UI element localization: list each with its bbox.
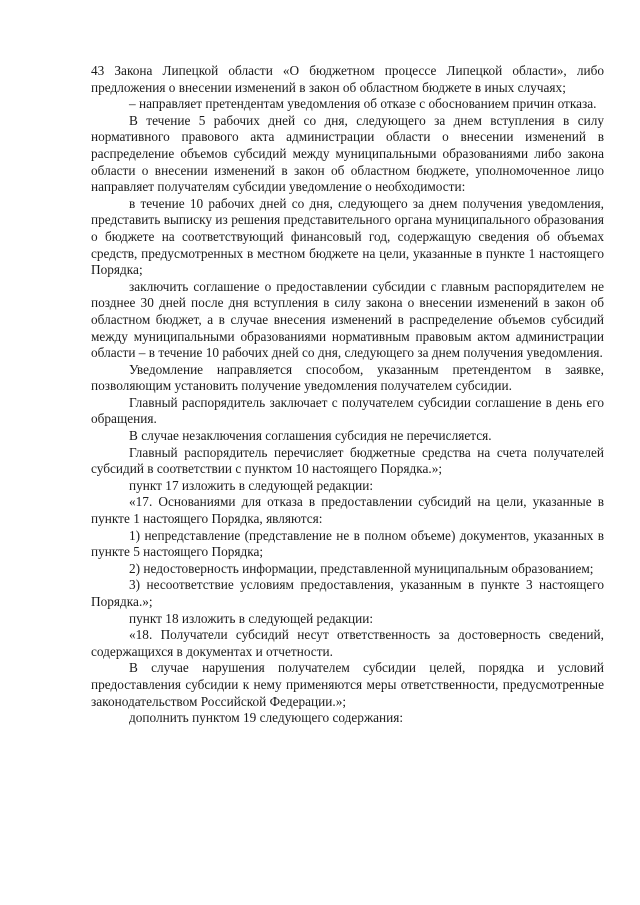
document-body: [91, 63, 604, 727]
paragraph: – направляет претендентам уведомления об отказе с обоснованием причин отказа.: [129, 96, 597, 112]
paragraph: В случае нарушения получателем субсидии целей, порядка и условий предоставления субсидии к нему применяются меры ответственности, предусмотренные законодательством Российской Федерации.»;: [91, 660, 604, 709]
paragraph: заключить соглашение о предоставлении субсидии с главным распорядителем не позднее 30 дней после дня вступления в силу закона о внесении изменений в закон об областном бюджет, а в случае внесения изменений в распределение объемов субсидий между муниципальными образованиями нормативным правовым актом администрации области – в течение 10 рабочих дней со дня, следующего за днем получения уведомления.: [91, 278, 604, 361]
paragraph: Главный распорядитель перечисляет бюджетные средства на счета получателей субсидий в соответствии с пунктом 10 настоящего Порядка.»;: [91, 444, 604, 477]
paragraph: 1) непредставление (представление не в полном объеме) документов, указанных в пункте 5 настоящего Порядка;: [91, 527, 604, 560]
paragraph: «17. Основаниями для отказа в предоставлении субсидий на цели, указанные в пункте 1 настоящего Порядка, являются:: [91, 494, 604, 527]
paragraph: пункт 18 изложить в следующей редакции:: [129, 610, 374, 626]
paragraph: пункт 17 изложить в следующей редакции:: [129, 477, 374, 493]
paragraph: В случае незаключения соглашения субсидия не перечисляется.: [129, 428, 492, 444]
paragraph: «18. Получатели субсидий несут ответственность за достоверность сведений, содержащихся в документах и отчетности.: [91, 627, 604, 659]
paragraph: 43 Закона Липецкой области «О бюджетном процессе Липецкой области», либо предложения о внесении изменений в закон об областном бюджете в иных случаях;: [91, 63, 604, 95]
paragraph: В течение 5 рабочих дней со дня, следующего за днем вступления в силу нормативного правового акта администрации области о внесении изменений в распределение объемов субсидий между муниципальными образованиями либо закона области о внесении изменений в закон об областном бюджете, уполномоченное лицо направляет получателям субсидии уведомление о необходимости:: [91, 112, 604, 195]
paragraph: Главный распорядитель заключает с получателем субсидии соглашение в день его обращения.: [91, 394, 604, 427]
paragraph: 3) несоответствие условиям предоставления, указанным в пункте 3 настоящего Порядка.»;: [91, 577, 604, 609]
paragraph: дополнить пунктом 19 следующего содержания:: [129, 710, 404, 726]
paragraph: в течение 10 рабочих дней со дня, следующего за днем получения уведомления, представить выписку из решения представительного органа муниципального образования о бюджете на соответствующий финансовый год, содержащую сведения об объемах средств, предусмотренных в местном бюджете на цели, указанные в пункте 1 настоящего Порядка;: [91, 195, 604, 278]
paragraph: Уведомление направляется способом, указанным претендентом в заявке, позволяющим установить получение уведомления получателем субсидии.: [91, 361, 604, 394]
paragraph: 2) недостоверность информации, представленной муниципальным образованием;: [129, 560, 594, 576]
